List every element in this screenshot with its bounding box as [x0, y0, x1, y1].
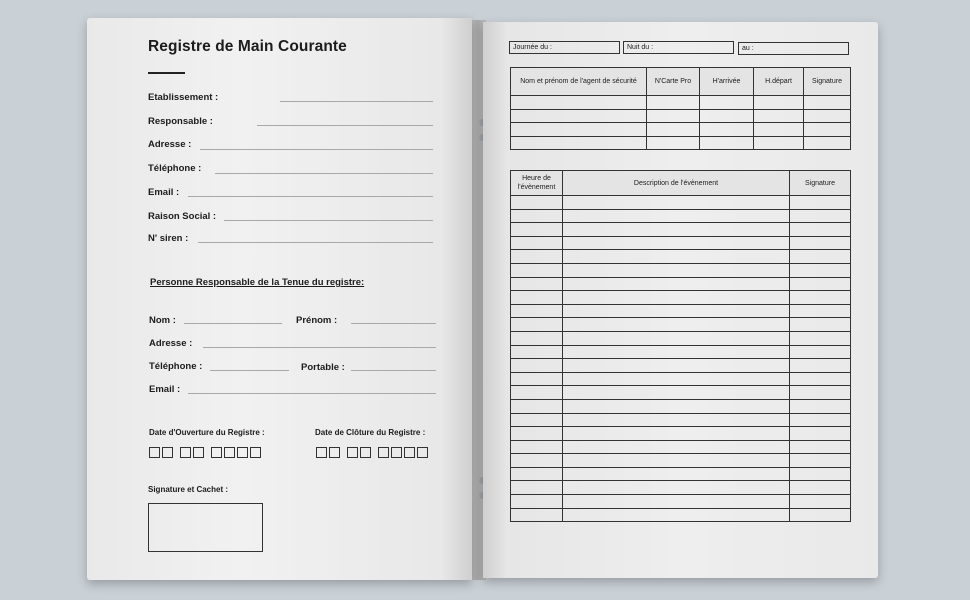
table-cell[interactable]: [563, 196, 790, 210]
table-row: [511, 495, 851, 509]
field-label-resp-adresse: Adresse :: [149, 338, 193, 349]
column-header: N'Carte Pro: [647, 68, 700, 96]
field-line-prenom[interactable]: [351, 323, 436, 324]
table-cell[interactable]: [511, 440, 563, 454]
table-cell[interactable]: [754, 136, 804, 150]
table-cell[interactable]: [563, 359, 790, 373]
table-row: [511, 250, 851, 264]
table-row: [511, 109, 851, 123]
column-header: Heure de l'évènement: [511, 171, 563, 196]
events-table-header: [511, 171, 851, 196]
right-page: [483, 22, 878, 578]
opening-date-boxes[interactable]: [149, 447, 268, 458]
table-cell[interactable]: [563, 277, 790, 291]
table-cell[interactable]: [563, 304, 790, 318]
field-label-resp-telephone: Téléphone :: [149, 361, 203, 372]
table-cell[interactable]: [563, 209, 790, 223]
field-line-siren[interactable]: [198, 242, 433, 243]
table-cell[interactable]: [754, 96, 804, 110]
table-cell[interactable]: [511, 250, 563, 264]
field-label-email: Email :: [148, 187, 180, 198]
table-cell[interactable]: [700, 109, 754, 123]
table-cell[interactable]: [790, 427, 851, 441]
table-row: [511, 427, 851, 441]
field-line-responsable[interactable]: [257, 125, 433, 126]
au-field[interactable]: au :: [738, 42, 849, 55]
table-cell[interactable]: [511, 123, 647, 137]
table-cell[interactable]: [563, 399, 790, 413]
closing-date-label: Date de Clôture du Registre :: [315, 428, 426, 437]
table-cell[interactable]: [563, 467, 790, 481]
table-cell[interactable]: [790, 250, 851, 264]
table-row: [511, 413, 851, 427]
table-cell[interactable]: [511, 359, 563, 373]
table-row: [511, 263, 851, 277]
field-line-telephone[interactable]: [215, 173, 433, 174]
table-cell[interactable]: [511, 331, 563, 345]
table-cell[interactable]: [511, 304, 563, 318]
left-page: [87, 18, 472, 580]
field-label-prenom: Prénom :: [296, 315, 338, 326]
field-line-resp-email[interactable]: [188, 393, 436, 394]
table-cell[interactable]: [790, 359, 851, 373]
table-row: [511, 467, 851, 481]
field-line-etablissement[interactable]: [280, 101, 433, 102]
table-cell[interactable]: [511, 236, 563, 250]
table-cell[interactable]: [511, 413, 563, 427]
table-cell[interactable]: [563, 413, 790, 427]
field-line-resp-adresse[interactable]: [203, 347, 436, 348]
table-cell[interactable]: [647, 96, 700, 110]
table-cell[interactable]: [511, 345, 563, 359]
column-header: Description de l'évènement: [563, 171, 790, 196]
table-cell[interactable]: [647, 123, 700, 137]
table-row: [511, 136, 851, 150]
table-row: [511, 196, 851, 210]
column-header: Nom et prénom de l'agent de sécurité: [511, 68, 647, 96]
table-cell[interactable]: [790, 263, 851, 277]
table-row: [511, 454, 851, 468]
table-cell[interactable]: [790, 196, 851, 210]
table-cell[interactable]: [511, 508, 563, 522]
events-table: [510, 170, 851, 522]
page-title: Registre de Main Courante: [148, 38, 347, 55]
table-row: [511, 304, 851, 318]
field-line-raison-social[interactable]: [224, 220, 433, 221]
table-cell[interactable]: [790, 481, 851, 495]
table-cell[interactable]: [511, 223, 563, 237]
table-cell[interactable]: [563, 386, 790, 400]
column-header: H.départ: [754, 68, 804, 96]
table-row: [511, 345, 851, 359]
table-cell[interactable]: [563, 454, 790, 468]
table-cell[interactable]: [511, 277, 563, 291]
table-cell[interactable]: [790, 304, 851, 318]
table-cell[interactable]: [790, 508, 851, 522]
table-cell[interactable]: [804, 109, 851, 123]
column-header: Signature: [804, 68, 851, 96]
table-row: [511, 223, 851, 237]
column-header: Signature: [790, 171, 851, 196]
table-cell[interactable]: [563, 495, 790, 509]
table-cell[interactable]: [790, 223, 851, 237]
table-cell[interactable]: [563, 345, 790, 359]
table-cell[interactable]: [511, 427, 563, 441]
table-cell[interactable]: [790, 277, 851, 291]
field-line-portable[interactable]: [351, 370, 436, 371]
table-cell[interactable]: [511, 454, 563, 468]
table-cell[interactable]: [511, 196, 563, 210]
table-cell[interactable]: [511, 96, 647, 110]
table-cell[interactable]: [754, 123, 804, 137]
table-row: [511, 399, 851, 413]
table-row: [511, 481, 851, 495]
journee-field[interactable]: Journée du :: [509, 41, 620, 54]
table-row: [511, 236, 851, 250]
table-row: [511, 359, 851, 373]
field-line-nom[interactable]: [184, 323, 282, 324]
field-label-adresse: Adresse :: [148, 139, 192, 150]
table-row: [511, 277, 851, 291]
table-row: [511, 209, 851, 223]
table-cell[interactable]: [511, 399, 563, 413]
table-cell[interactable]: [511, 372, 563, 386]
responsible-section-title: Personne Responsable de la Tenue du registre:: [150, 277, 365, 288]
table-cell[interactable]: [647, 136, 700, 150]
table-row: [511, 331, 851, 345]
table-cell[interactable]: [563, 236, 790, 250]
table-cell[interactable]: [511, 209, 563, 223]
signature-label: Signature et Cachet :: [148, 485, 229, 494]
table-cell[interactable]: [647, 109, 700, 123]
field-label-portable: Portable :: [301, 362, 345, 373]
table-row: [511, 318, 851, 332]
table-cell[interactable]: [790, 454, 851, 468]
closing-date-boxes[interactable]: [316, 447, 435, 458]
agents-table: [510, 67, 851, 150]
table-cell[interactable]: [563, 331, 790, 345]
table-cell[interactable]: [511, 467, 563, 481]
table-cell[interactable]: [563, 291, 790, 305]
table-cell[interactable]: [511, 291, 563, 305]
table-cell[interactable]: [790, 236, 851, 250]
table-row: [511, 440, 851, 454]
table-cell[interactable]: [511, 109, 647, 123]
table-cell[interactable]: [563, 372, 790, 386]
table-row: [511, 123, 851, 137]
table-cell[interactable]: [511, 263, 563, 277]
table-cell[interactable]: [790, 413, 851, 427]
field-label-resp-email: Email :: [149, 384, 181, 395]
table-cell[interactable]: [790, 318, 851, 332]
table-cell[interactable]: [563, 481, 790, 495]
column-header: H'arrivée: [700, 68, 754, 96]
table-cell[interactable]: [790, 440, 851, 454]
table-cell[interactable]: [511, 386, 563, 400]
table-cell[interactable]: [700, 96, 754, 110]
table-cell[interactable]: [563, 427, 790, 441]
field-label-telephone: Téléphone :: [148, 163, 202, 174]
table-cell[interactable]: [790, 386, 851, 400]
table-cell[interactable]: [511, 318, 563, 332]
table-cell[interactable]: [511, 495, 563, 509]
table-cell[interactable]: [790, 291, 851, 305]
table-cell[interactable]: [790, 495, 851, 509]
agents-table-header: [511, 68, 851, 96]
table-cell[interactable]: [563, 263, 790, 277]
table-cell[interactable]: [700, 123, 754, 137]
field-label-etablissement: Etablissement :: [148, 92, 219, 103]
signature-box[interactable]: [148, 503, 263, 552]
field-label-siren: N' siren :: [148, 233, 189, 244]
table-row: [511, 372, 851, 386]
table-row: [511, 386, 851, 400]
table-cell[interactable]: [790, 467, 851, 481]
table-cell[interactable]: [511, 481, 563, 495]
title-underline: [148, 72, 185, 74]
nuit-field[interactable]: Nuit du :: [623, 41, 734, 54]
opening-date-label: Date d'Ouverture du Registre :: [149, 428, 265, 437]
table-row: [511, 508, 851, 522]
field-line-adresse[interactable]: [200, 149, 433, 150]
field-label-raison-social: Raison Social :: [148, 211, 217, 222]
table-row: [511, 291, 851, 305]
table-cell[interactable]: [700, 136, 754, 150]
table-cell[interactable]: [511, 136, 647, 150]
table-row: [511, 96, 851, 110]
table-cell[interactable]: [790, 372, 851, 386]
table-cell[interactable]: [563, 440, 790, 454]
table-cell[interactable]: [790, 399, 851, 413]
table-cell[interactable]: [790, 209, 851, 223]
field-line-email[interactable]: [188, 196, 433, 197]
table-cell[interactable]: [563, 223, 790, 237]
table-cell[interactable]: [563, 318, 790, 332]
table-cell[interactable]: [804, 96, 851, 110]
table-cell[interactable]: [804, 123, 851, 137]
field-label-nom: Nom :: [149, 315, 176, 326]
table-cell[interactable]: [563, 508, 790, 522]
field-line-resp-telephone[interactable]: [210, 370, 289, 371]
table-cell[interactable]: [790, 331, 851, 345]
table-cell[interactable]: [754, 109, 804, 123]
table-cell[interactable]: [563, 250, 790, 264]
table-cell[interactable]: [804, 136, 851, 150]
table-cell[interactable]: [790, 345, 851, 359]
field-label-responsable: Responsable :: [148, 116, 213, 127]
